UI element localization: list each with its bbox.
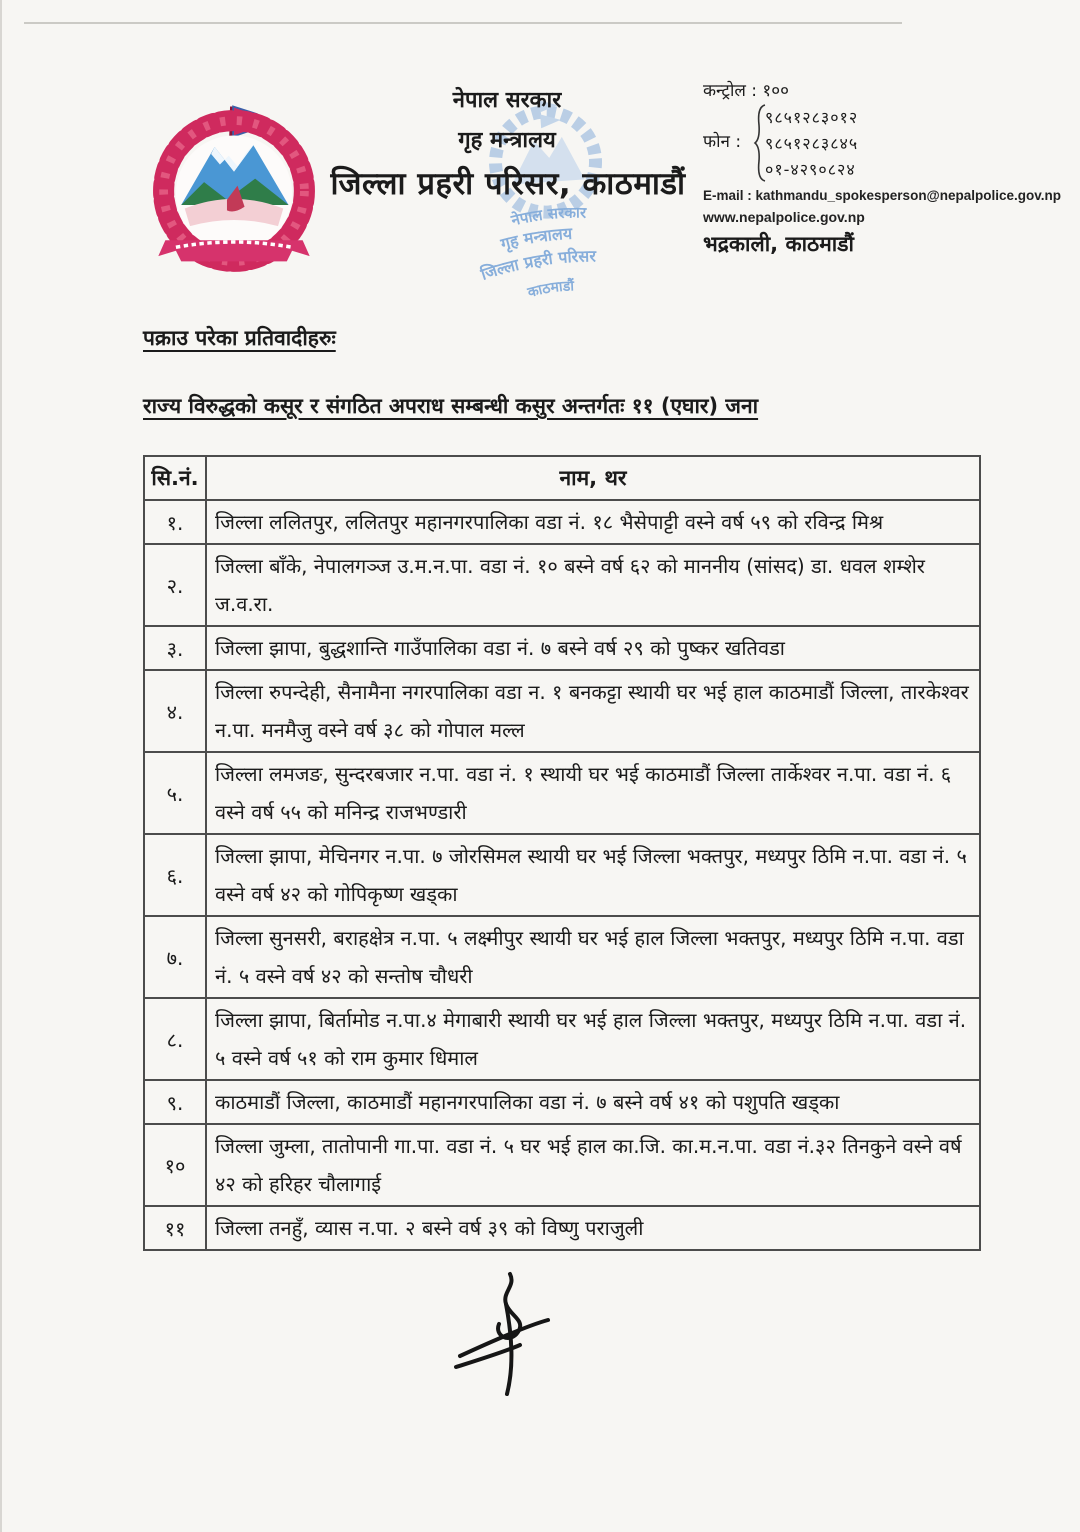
svg-text:जिल्ला प्रहरी परिसर — [477, 245, 600, 284]
row-name: जिल्ला ललितपुर, ललितपुर महानगरपालिका वडा नं. १८ भैसेपाट्टी वस्ने वर्ष ५९ को रविन्द्र मिश्र — [206, 500, 980, 544]
column-header-serial: सि.नं. — [144, 456, 206, 500]
row-serial: ५. — [144, 752, 206, 834]
row-serial: ९. — [144, 1080, 206, 1124]
scan-edge-shadow — [0, 0, 2, 1532]
table-row — [144, 1206, 980, 1250]
gov-line-2: गृह मन्त्रालय — [458, 128, 556, 153]
row-serial: ११ — [144, 1206, 206, 1250]
address-line: भद्रकाली, काठमाडौं — [703, 232, 854, 257]
website-line: www.nepalpolice.gov.np — [703, 209, 865, 226]
row-serial: ४. — [144, 670, 206, 752]
table-row — [144, 998, 980, 1080]
emblem-banner-ribbon — [158, 240, 309, 261]
phone-block — [703, 105, 1063, 183]
table-row — [144, 834, 980, 916]
row-name: जिल्ला बाँके, नेपालगञ्ज उ.म.न.पा. वडा नं. १० बस्ने वर्ष ६२ को माननीय (सांसद) डा. धवल शम्शेर ज.व.रा. — [206, 544, 980, 626]
table-row — [144, 626, 980, 670]
stamp-line-4: काठमाडौं — [526, 278, 575, 302]
row-name: जिल्ला सुनसरी, बराहक्षेत्र न.पा. ५ लक्ष्मीपुर स्थायी घर भई हाल जिल्ला भक्तपुर, मध्यपुर ठिमि न.पा. वडा नं. ५ वस्ने वर्ष ४२ को सन्तोष चौधरी — [206, 916, 980, 998]
row-name: जिल्ला लमजङ, सुन्दरबजार न.पा. वडा नं. १ स्थायी घर भई काठमाडौं जिल्ला तार्केश्वर न.पा. वडा नं. ६ वस्ने वर्ष ५५ को मनिन्द्र राजभण्डारी — [206, 752, 980, 834]
column-header-name: नाम, थर — [206, 456, 980, 500]
handwritten-signature — [452, 1266, 562, 1416]
row-serial: ६. — [144, 834, 206, 916]
phone-number-3: ०१-४२९०८२४ — [765, 159, 856, 179]
stamp-line-2: गृह मन्त्रालय — [498, 223, 573, 254]
table-row — [144, 670, 980, 752]
defendants-table — [143, 455, 981, 1251]
row-name: काठमाडौं जिल्ला, काठमाडौं महानगरपालिका वडा नं. ७ बस्ने वर्ष ४१ को पशुपति खड्का — [206, 1080, 980, 1124]
row-serial: १० — [144, 1124, 206, 1206]
office-title: जिल्ला प्रहरी परिसर, काठमाडौं — [330, 166, 686, 202]
svg-text:काठमाडौं — [525, 277, 577, 302]
row-name: जिल्ला जुम्ला, तातोपानी गा.पा. वडा नं. ५ घर भई हाल का.जि. का.म.न.पा. वडा नं.३२ तिनकुने वस्ने वर्ष ४२ को हरिहर चौलागाई — [206, 1124, 980, 1206]
email-line: E-mail : kathmandu_spokesperson@nepalpolice.gov.np — [703, 187, 1061, 203]
phone-number-1: ९८५१२८३०१२ — [765, 107, 859, 127]
heading-offence-category: राज्य विरुद्धको कसूर र संगठित अपराध सम्बन्धी कसुर अन्तर्गतः ११ (एघार) जना — [143, 394, 759, 418]
table-row — [144, 752, 980, 834]
row-name: जिल्ला झापा, बुद्धशान्ति गाउँपालिका वडा नं. ७ बस्ने वर्ष २९ को पुष्कर खतिवडा — [206, 626, 980, 670]
table-row — [144, 544, 980, 626]
table-row — [144, 500, 980, 544]
contact-block — [703, 80, 1063, 258]
gov-line-1: नेपाल सरकार — [452, 88, 562, 113]
stamp-line-1: नेपाल सरकार — [509, 203, 587, 230]
row-name: जिल्ला रुपन्देही, सैनामैना नगरपालिका वडा न. १ बनकट्टा स्थायी घर भई हाल काठमाडौं जिल्ला, तारकेश्वर न.पा. मनमैजु वस्ने वर्ष ३८ को गोपाल मल्ल — [206, 670, 980, 752]
scan-artifact-line — [24, 22, 902, 24]
row-serial: २. — [144, 544, 206, 626]
phone-label: फोन : — [703, 131, 742, 152]
stamp-line-3: जिल्ला प्रहरी परिसर — [478, 246, 596, 284]
table-header-row — [144, 456, 980, 500]
row-name: जिल्ला झापा, मेचिनगर न.पा. ७ जोरसिमल स्थायी घर भई जिल्ला भक्तपुर, मध्यपुर ठिमि न.पा. वडा नं. ५ वस्ने वर्ष ४२ को गोपिकृष्ण खड्का — [206, 834, 980, 916]
row-name: जिल्ला तनहुँ, व्यास न.पा. २ बस्ने वर्ष ३९ को विष्णु पराजुली — [206, 1206, 980, 1250]
table-row — [144, 1124, 980, 1206]
table-row — [144, 1080, 980, 1124]
row-serial: ८. — [144, 998, 206, 1080]
heading-arrested-defendants: पक्राउ परेका प्रतिवादीहरुः — [143, 326, 336, 350]
table-row — [144, 916, 980, 998]
row-serial: ३. — [144, 626, 206, 670]
phone-number-2: ९८५१२८३८४५ — [765, 133, 859, 153]
row-serial: १. — [144, 500, 206, 544]
row-serial: ७. — [144, 916, 206, 998]
control-line: कन्ट्रोल : १०० — [703, 81, 789, 101]
row-name: जिल्ला झापा, बिर्तामोड न.पा.४ मेगाबारी स्थायी घर भई हाल जिल्ला भक्तपुर, मध्यपुर ठिमि न.पा. वडा नं. ५ वस्ने वर्ष ५१ को राम कुमार धिमाल — [206, 998, 980, 1080]
